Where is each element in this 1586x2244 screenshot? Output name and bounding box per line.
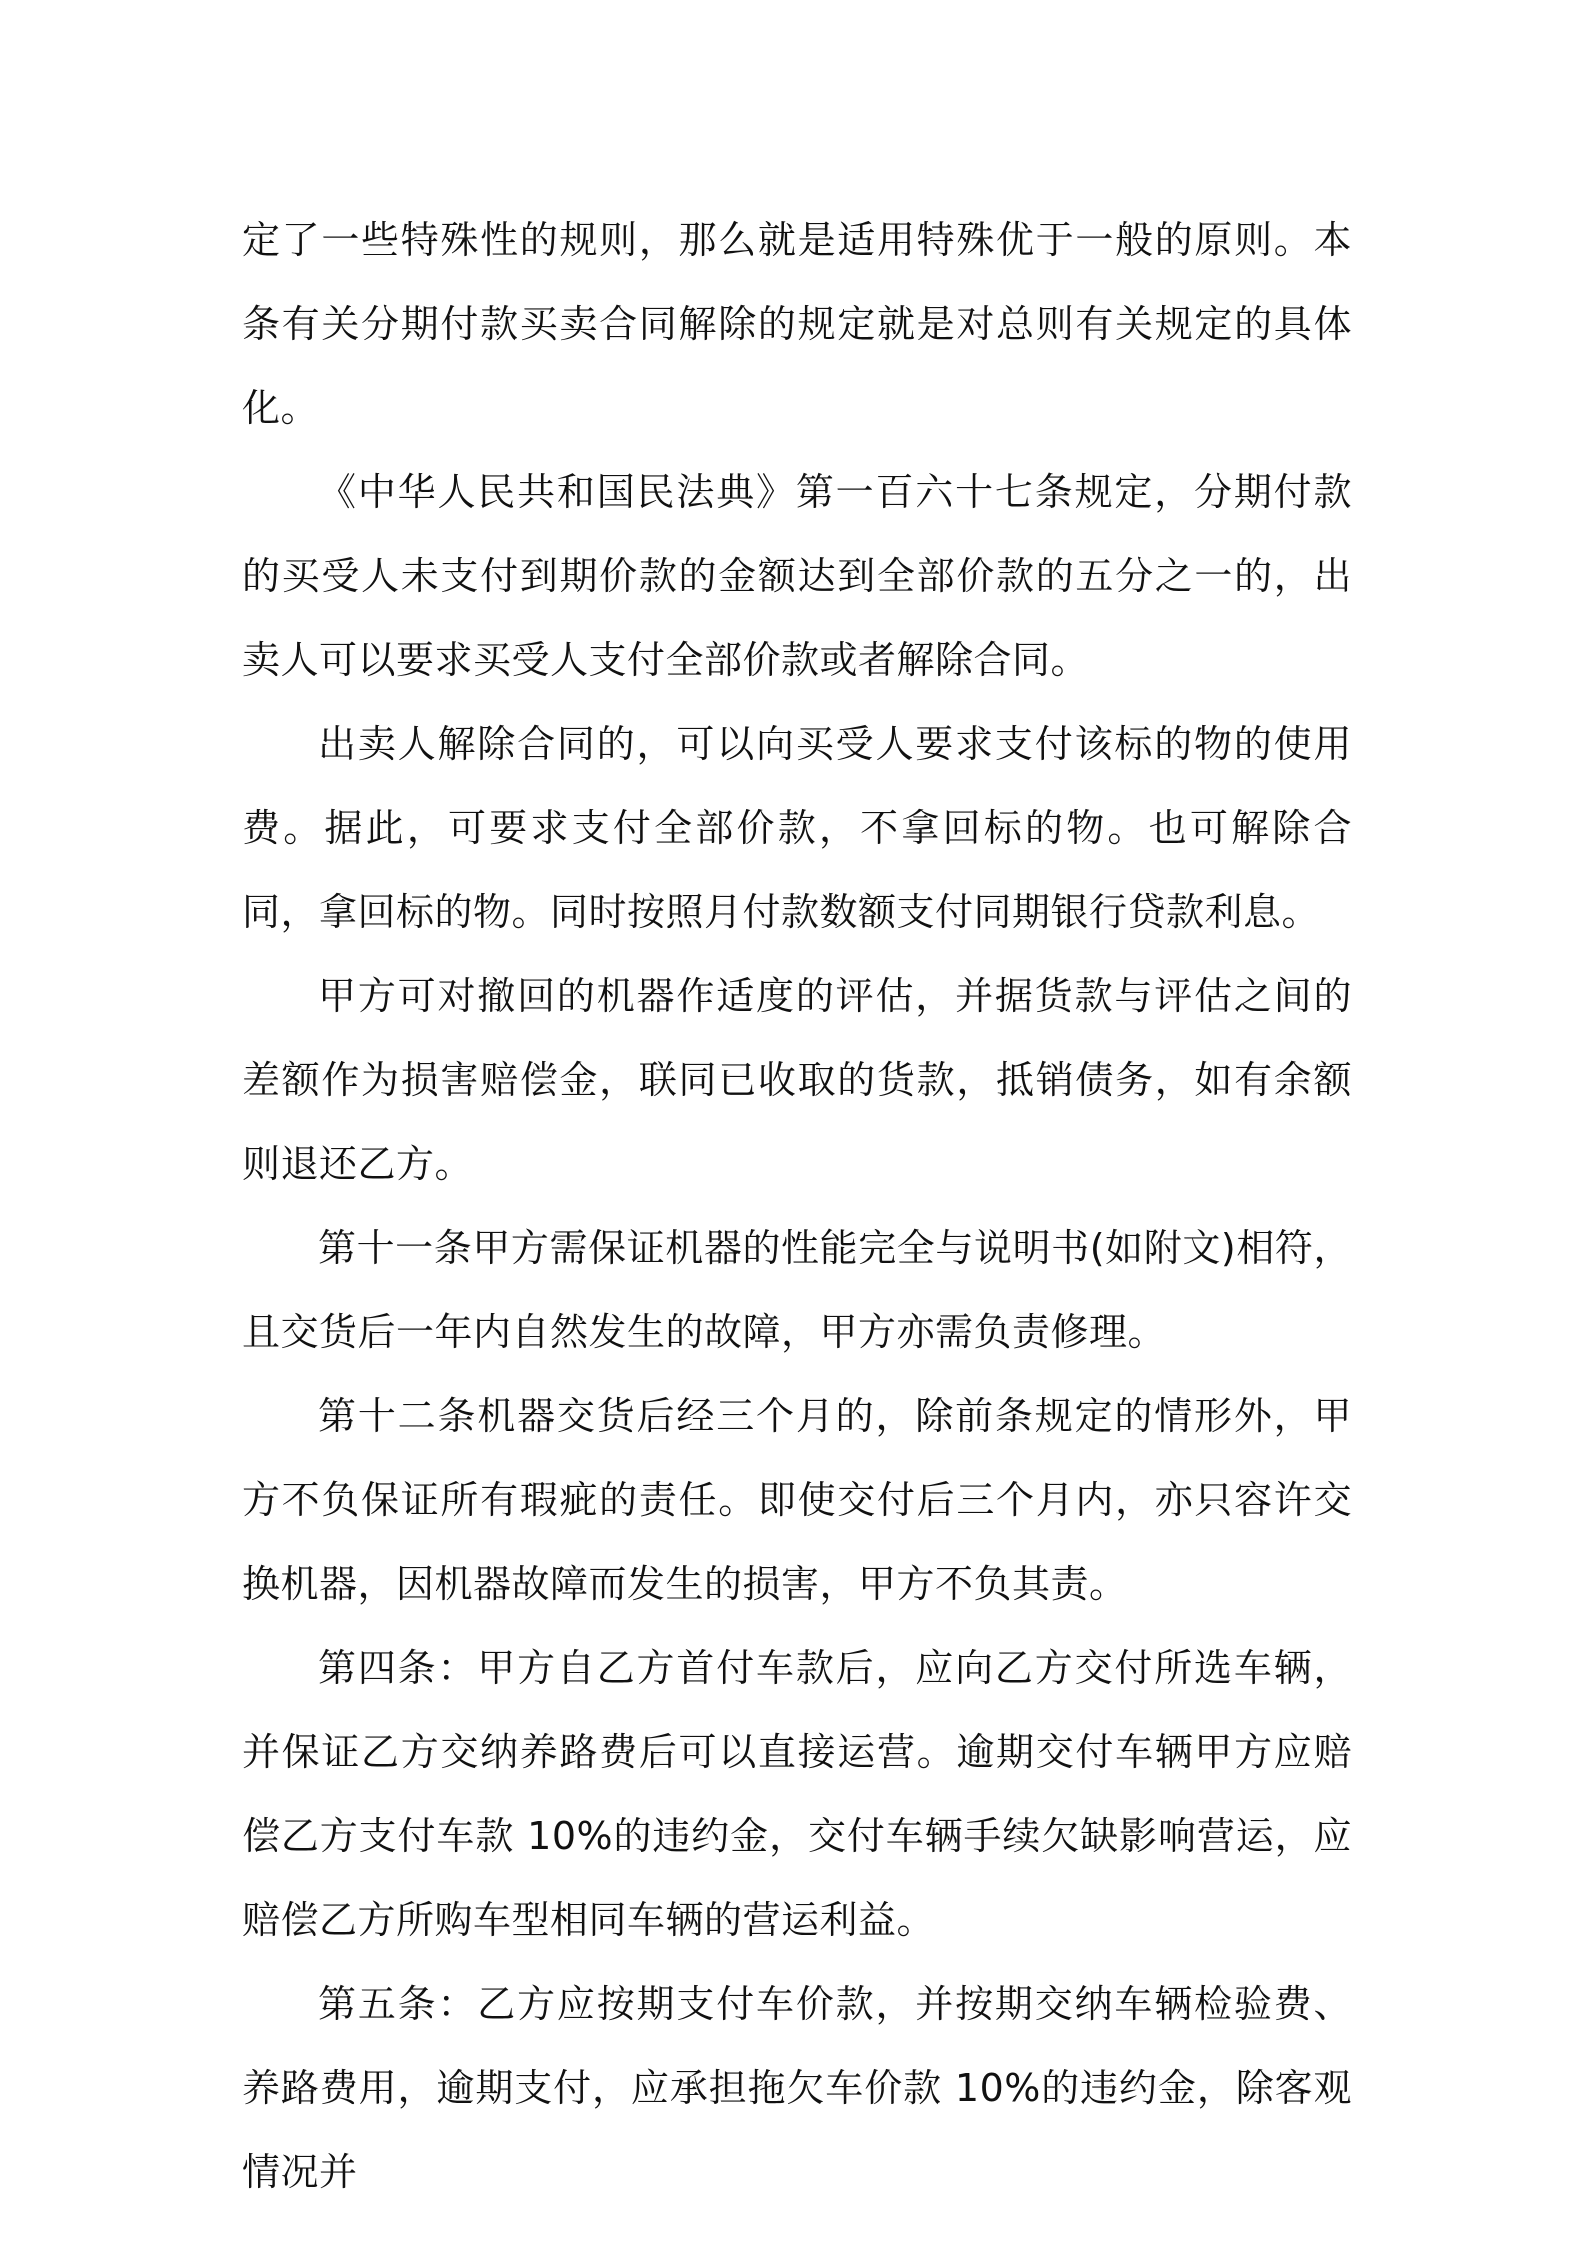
paragraph-article-12: 第十二条机器交货后经三个月的，除前条规定的情形外，甲方不负保证所有瑕疵的责任。即使交付后三个月内，亦只容许交换机器，因机器故障而发生的损害，甲方不负其责。 (242, 1394, 1352, 1606)
paragraph-seller-rescission: 出卖人解除合同的，可以向买受人要求支付该标的物的使用费。据此，可要求支付全部价款，不拿回标的物。也可解除合同，拿回标的物。同时按照月付款数额支付同期银行贷款利息。 (242, 722, 1352, 934)
paragraph-continuation: 定了一些特殊性的规则，那么就是适用特殊优于一般的原则。本条有关分期付款买卖合同解除的规定就是对总则有关规定的具体化。 (242, 218, 1352, 430)
document-body (242, 198, 1352, 2214)
paragraph-article-5: 第五条：乙方应按期支付车价款，并按期交纳车辆检验费、养路费用，逾期支付，应承担拖欠车价款 10%的违约金，除客观情况并 (242, 1982, 1352, 2194)
paragraph-article-4: 第四条：甲方自乙方首付车款后，应向乙方交付所选车辆，并保证乙方交纳养路费后可以直接运营。逾期交付车辆甲方应赔偿乙方支付车款 10%的违约金，交付车辆手续欠缺影响营运，应赔偿乙方所购车型相同车辆的营运利益。 (242, 1646, 1352, 1942)
paragraph-machine-evaluation: 甲方可对撤回的机器作适度的评估，并据货款与评估之间的差额作为损害赔偿金，联同已收取的货款，抵销债务，如有余额则退还乙方。 (242, 974, 1352, 1186)
paragraph-article-11: 第十一条甲方需保证机器的性能完全与说明书(如附文)相符，且交货后一年内自然发生的故障，甲方亦需负责修理。 (242, 1226, 1352, 1354)
paragraph-civil-code-article-167: 《中华人民共和国民法典》第一百六十七条规定，分期付款的买受人未支付到期价款的金额达到全部价款的五分之一的，出卖人可以要求买受人支付全部价款或者解除合同。 (242, 470, 1352, 682)
